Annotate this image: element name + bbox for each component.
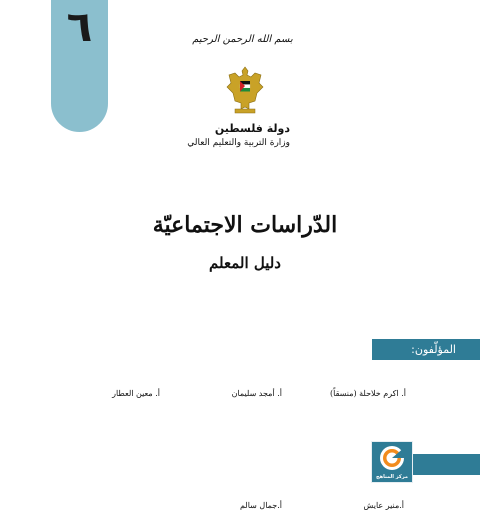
authors-label: المؤلّفون:: [411, 343, 456, 356]
curriculum-center-logo: [371, 441, 413, 483]
author-name: أ.منير عايش: [363, 501, 404, 510]
state-name: دولة فلسطين: [214, 122, 290, 135]
author-name: أ. أمجد سليمان: [231, 389, 282, 398]
author-name: أ. اكرم خلاحلة (منسقاً): [330, 389, 406, 398]
ministry-name: وزارة التربية والتعليم العالي: [187, 138, 290, 148]
guide-subtitle: دليل المعلم: [209, 254, 281, 272]
palestine-eagle-icon: [225, 63, 265, 115]
authors-band: [372, 339, 480, 360]
grade-number: ٦: [66, 2, 93, 51]
basmala-calligraphy: بسم الله الرحمن الرحيم: [192, 34, 293, 45]
author-name: أ.جمال سالم: [239, 501, 282, 510]
center-band: [412, 454, 480, 475]
curriculum-center-icon: [377, 445, 407, 473]
center-logo-text: مركز المناهج: [376, 474, 408, 480]
subject-title: الدّراسات الاجتماعيّة: [152, 212, 338, 238]
grade-tab: [51, 0, 108, 132]
author-name: أ. معين العطار: [112, 389, 160, 398]
